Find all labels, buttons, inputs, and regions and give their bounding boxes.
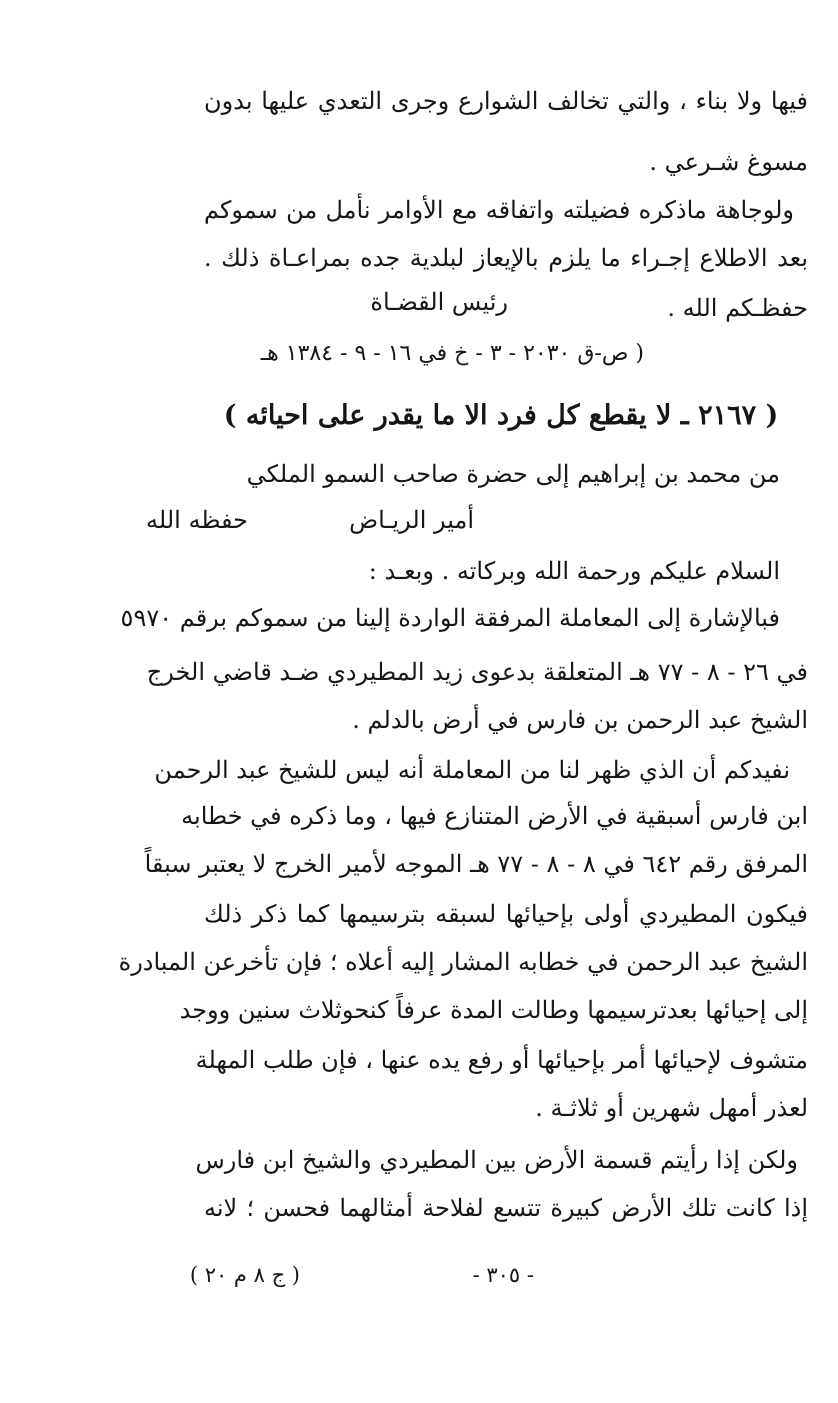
- body-line: إلى إحيائها بعدترسيمها وطالت المدة عرفاً كنحوثلاث سنين ووجد: [179, 996, 808, 1024]
- body-line: المرفق رقم ٦٤٢ في ٨ - ٨ - ٧٧ هـ الموجه لأمير الخرج لا يعتبر سبقاً: [144, 850, 808, 878]
- section-heading: ( ٢١٦٧ ـ لا يقطع كل فرد الا ما يقدر على احيائه ): [223, 400, 779, 431]
- addressee-title: أمير الريـاض: [349, 506, 474, 534]
- body-line: الشيخ عبد الرحمن بن فارس في أرض بالدلم .: [352, 706, 808, 734]
- body-line: مسوغ شـرعي .: [649, 148, 808, 176]
- body-line: ولوجاهة ماذكره فضيلته واتفاقه مع الأوامر نأمل من سموكم: [204, 196, 794, 224]
- body-line: في ٢٦ - ٨ - ٧٧ هـ المتعلقة بدعوى زيد المطيردي ضـد قاضي الخرج: [146, 658, 808, 686]
- body-line: الشيخ عبد الرحمن في خطابه المشار إليه أعلاه ؛ فإن تأخرعن المبادرة: [118, 948, 808, 976]
- volume-reference: ( ج ٨ م ٢٠ ): [189, 1263, 300, 1287]
- closing-line: حفظـكم الله .: [667, 294, 808, 322]
- body-line: إذا كانت تلك الأرض كبيرة تتسع لفلاحة أمثالهما فحسن ؛ لانه: [204, 1194, 808, 1222]
- body-line: بعد الاطلاع إجـراء ما يلزم بالإيعاز لبلدية جده بمراعـاة ذلك .: [204, 244, 808, 272]
- body-line: فيها ولا بناء ، والتي تخالف الشوارع وجرى التعدي عليها بدون: [204, 87, 808, 115]
- body-line: نفيدكم أن الذي ظهر لنا من المعاملة أنه ليس للشيخ عبد الرحمن: [154, 756, 790, 784]
- body-line: ابن فارس أسبقية في الأرض المتنازع فيها ، وما ذكره في خطابه: [181, 802, 808, 830]
- page-number: - ٣٠٥ -: [472, 1263, 534, 1287]
- body-line: فيكون المطيردي أولى بإحيائها لسبقه بترسيمها كما ذكر ذلك: [204, 900, 808, 928]
- body-line: ولكن إذا رأيتم قسمة الأرض بين المطيردي والشيخ ابن فارس: [195, 1146, 798, 1174]
- reference-line: ( ص-ق ٢٠٣٠ - ٣ - خ في ١٦ - ٩ - ١٣٨٤ هـ: [260, 341, 644, 366]
- body-line: لعذر أمهل شهرين أو ثلاثـة .: [535, 1094, 808, 1122]
- body-line: متشوف لإحيائها أمر بإحيائها أو رفع يده عنها ، فإن طلب المهلة: [195, 1046, 808, 1074]
- body-line: فبالإشارة إلى المعاملة المرفقة الواردة إلينا من سموكم برقم ٥٩٧٠: [120, 604, 780, 632]
- addressee-line: من محمد بن إبراهيم إلى حضرة صاحب السمو الملكي: [246, 460, 780, 488]
- addressee-blessing: حفظه الله: [146, 506, 248, 534]
- signature-title: رئيس القضـاة: [370, 288, 508, 316]
- greeting-line: السلام عليكم ورحمة الله وبركاته . وبعـد :: [368, 557, 780, 585]
